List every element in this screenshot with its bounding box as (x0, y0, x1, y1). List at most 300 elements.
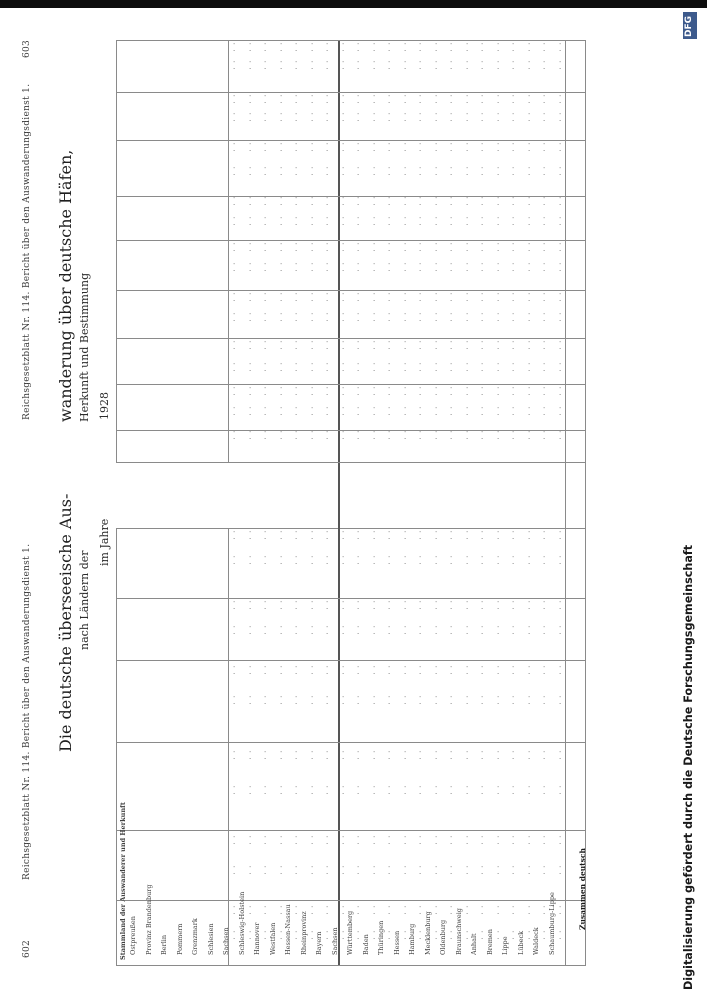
table-cell: · · (356, 216, 362, 226)
table-cell: · · (371, 905, 378, 915)
table-cell: · · (325, 785, 331, 795)
table-cell: · · (325, 94, 331, 104)
table-cell: · · (480, 600, 486, 610)
table-cell: · · (542, 785, 548, 795)
table-cell: · · (294, 312, 300, 322)
table-cell: · · (495, 430, 502, 440)
table-cell: · · (526, 94, 533, 104)
table-cell: · · (480, 930, 486, 940)
table-cell: · · (418, 930, 424, 940)
table-cell: · · (278, 216, 285, 226)
table-cell: · · (387, 406, 393, 416)
table-cell: · · (325, 112, 331, 122)
table-cell: · · (247, 625, 254, 635)
table-cell: · · (263, 555, 269, 565)
table-cell: · · (278, 112, 285, 122)
table-cell: · · (340, 42, 347, 52)
table-cell: · · (387, 142, 393, 152)
table-cell: · · (247, 406, 254, 416)
table-cell: · · (480, 292, 486, 302)
table-cell: · · (232, 930, 238, 940)
table-cell: · · (294, 930, 300, 940)
table-cell: · · (232, 312, 238, 322)
table-cell: · · (526, 312, 533, 322)
table-cell: · · (402, 362, 409, 372)
table-rule (116, 528, 586, 529)
table-rule (116, 742, 586, 743)
table-cell: · · (278, 865, 285, 875)
table-cell: · · (542, 42, 548, 52)
table-cell: · · (495, 292, 502, 302)
table-cell: · · (418, 530, 424, 540)
table-cell: · · (263, 865, 269, 875)
table-cell: · · (402, 166, 409, 176)
table-cell: · · (526, 600, 533, 610)
table-cell: · · (232, 865, 238, 875)
table-cell: · · (402, 785, 409, 795)
table-cell: · · (340, 835, 347, 845)
table-cell: · · (480, 750, 486, 760)
table-cell: · · (433, 555, 440, 565)
table-cell: · · (232, 262, 238, 272)
table-cell: · · (449, 94, 455, 104)
table-cell: · · (402, 905, 409, 915)
table-cell: · · (371, 835, 378, 845)
table-cell: · · (309, 242, 316, 252)
table-cell: · · (433, 865, 440, 875)
table-cell: · · (278, 930, 285, 940)
table-rule (116, 40, 586, 41)
table-cell: · · (495, 60, 502, 70)
table-cell: · · (557, 625, 564, 635)
table-cell: · · (371, 430, 378, 440)
table-cell: · · (232, 340, 238, 350)
table-cell: · · (511, 292, 517, 302)
table-cell: · · (418, 112, 424, 122)
table-cell: · · (464, 600, 471, 610)
table-cell: · · (495, 785, 502, 795)
table-cell: · · (511, 530, 517, 540)
table-cell: · · (526, 386, 533, 396)
table-cell: · · (511, 166, 517, 176)
table-cell: · · (294, 835, 300, 845)
table-cell: · · (464, 42, 471, 52)
table-cell: · · (340, 386, 347, 396)
stub-row: Bremen (485, 929, 494, 955)
table-cell: · · (325, 340, 331, 350)
table-cell: · · (433, 196, 440, 206)
table-rule (116, 598, 586, 599)
table-cell: · · (402, 530, 409, 540)
table-cell: · · (263, 785, 269, 795)
table-cell: · · (263, 112, 269, 122)
table-cell: · · (542, 362, 548, 372)
table-cell: · · (418, 312, 424, 322)
table-cell: · · (356, 406, 362, 416)
table-cell: · · (449, 60, 455, 70)
table-cell: · · (495, 555, 502, 565)
table-cell: · · (371, 530, 378, 540)
table-cell: · · (480, 196, 486, 206)
table-cell: · · (433, 695, 440, 705)
table-cell: · · (433, 625, 440, 635)
table-cell: · · (356, 142, 362, 152)
table-cell: · · (480, 665, 486, 675)
table-cell: · · (325, 625, 331, 635)
table-cell: · · (232, 625, 238, 635)
table-cell: · · (247, 262, 254, 272)
table-cell: · · (340, 112, 347, 122)
table-cell: · · (247, 386, 254, 396)
stub-row: Lippe (501, 936, 509, 955)
table-cell: · · (557, 430, 564, 440)
table-cell: · · (480, 112, 486, 122)
table-cell: · · (464, 695, 471, 705)
table-cell: · · (449, 166, 455, 176)
table-cell: · · (557, 312, 564, 322)
table-cell: · · (387, 216, 393, 226)
table-cell: · · (418, 166, 424, 176)
table-cell: · · (433, 785, 440, 795)
table-cell: · · (325, 242, 331, 252)
table-cell: · · (542, 555, 548, 565)
table-cell: · · (557, 386, 564, 396)
table-cell: · · (340, 262, 347, 272)
table-cell: · · (526, 555, 533, 565)
table-cell: · · (278, 60, 285, 70)
stub-row: Hamburg (408, 923, 416, 955)
table-cell: · · (247, 362, 254, 372)
table-cell: · · (263, 262, 269, 272)
page-number-left: 602 (22, 939, 32, 958)
page-number-right: 603 (22, 39, 32, 58)
table-cell: · · (356, 835, 362, 845)
table-cell: · · (526, 362, 533, 372)
table-cell: · · (371, 555, 378, 565)
table-cell: · · (309, 60, 316, 70)
table-cell: · · (294, 625, 300, 635)
table-cell: · · (247, 785, 254, 795)
table-cell: · · (356, 665, 362, 675)
table-cell: · · (371, 930, 378, 940)
table-cell: · · (387, 865, 393, 875)
table-cell: · · (263, 94, 269, 104)
table-cell: · · (371, 362, 378, 372)
table-cell: · · (247, 166, 254, 176)
table-cell: · · (340, 94, 347, 104)
table-cell: · · (526, 750, 533, 760)
stub-row: Lübeck (516, 930, 525, 955)
table-cell: · · (294, 216, 300, 226)
table-cell: · · (294, 42, 300, 52)
table-cell: · · (309, 362, 316, 372)
table-cell: · · (433, 905, 440, 915)
stub-row: Schlesien (206, 923, 215, 955)
table-cell: · · (309, 530, 316, 540)
table-cell: · · (325, 930, 331, 940)
table-cell: · · (232, 905, 238, 915)
table-cell: · · (232, 750, 238, 760)
table-cell: · · (418, 142, 424, 152)
table-cell: · · (278, 530, 285, 540)
table-cell: · · (449, 930, 455, 940)
table-cell: · · (247, 292, 254, 302)
table-cell: · · (402, 42, 409, 52)
table-cell: · · (247, 835, 254, 845)
table-cell: · · (263, 905, 269, 915)
table-cell: · · (402, 835, 409, 845)
table-cell: · · (325, 865, 331, 875)
table-cell: · · (402, 262, 409, 272)
table-cell: · · (356, 386, 362, 396)
table-cell: · · (325, 60, 331, 70)
table-cell: · · (356, 262, 362, 272)
table-cell: · · (340, 406, 347, 416)
table-cell: · · (247, 312, 254, 322)
table-cell: · · (511, 665, 517, 675)
table-cell: · · (371, 196, 378, 206)
table-cell: · · (294, 142, 300, 152)
table-cell: · · (526, 905, 533, 915)
table-cell: · · (495, 406, 502, 416)
table-cell: · · (418, 750, 424, 760)
table-cell: · · (526, 625, 533, 635)
table-rule (116, 830, 586, 831)
table-cell: · · (294, 406, 300, 416)
table-cell: · · (433, 340, 440, 350)
stub-row: Hessen-Nassau (284, 904, 292, 955)
table-cell: · · (557, 196, 564, 206)
table-cell: · · (449, 292, 455, 302)
table-cell: · · (542, 835, 548, 845)
table-cell: · · (309, 292, 316, 302)
table-cell: · · (418, 665, 424, 675)
table-cell: · · (418, 555, 424, 565)
table-cell: · · (278, 555, 285, 565)
table-cell: · · (480, 835, 486, 845)
table-cell: · · (325, 312, 331, 322)
table-cell: · · (557, 530, 564, 540)
table-cell: · · (263, 406, 269, 416)
table-rule (116, 92, 586, 93)
table-cell: · · (371, 242, 378, 252)
table-cell: · · (418, 430, 424, 440)
table-cell: · · (232, 430, 238, 440)
table-cell: · · (294, 600, 300, 610)
table-cell: · · (371, 166, 378, 176)
table-cell: · · (495, 600, 502, 610)
table-cell: · · (309, 386, 316, 396)
table-cell: · · (433, 362, 440, 372)
table-cell: · · (263, 362, 269, 372)
table-cell: · · (387, 530, 393, 540)
table-cell: · · (495, 166, 502, 176)
table-cell: · · (464, 530, 471, 540)
table-cell: · · (263, 166, 269, 176)
table-cell: · · (356, 94, 362, 104)
table-cell: · · (325, 142, 331, 152)
table-cell: · · (247, 60, 254, 70)
table-cell: · · (387, 665, 393, 675)
table-cell: · · (356, 166, 362, 176)
table-cell: · · (433, 242, 440, 252)
stub-row: Waldeck (532, 927, 540, 955)
table-cell: · · (495, 625, 502, 635)
table-cell: · · (247, 42, 254, 52)
table-cell: · · (402, 665, 409, 675)
table-cell: · · (356, 430, 362, 440)
table-cell: · · (247, 340, 254, 350)
table-cell: · · (449, 695, 455, 705)
table-cell: · · (542, 262, 548, 272)
table-cell: · · (309, 142, 316, 152)
table-cell: · · (371, 865, 378, 875)
table-cell: · · (278, 196, 285, 206)
table-cell: · · (371, 386, 378, 396)
table-cell: · · (511, 865, 517, 875)
table-cell: · · (247, 905, 254, 915)
table-cell: · · (232, 600, 238, 610)
table-cell: · · (402, 750, 409, 760)
table-cell: · · (263, 625, 269, 635)
table-cell: · · (557, 695, 564, 705)
table-cell: · · (294, 430, 300, 440)
table-cell: · · (402, 312, 409, 322)
table-cell: · · (402, 292, 409, 302)
table-cell: · · (542, 430, 548, 440)
table-cell: · · (387, 362, 393, 372)
table-cell: · · (356, 312, 362, 322)
table-cell: · · (511, 362, 517, 372)
table-cell: · · (232, 166, 238, 176)
table-cell: · · (526, 242, 533, 252)
table-cell: · · (278, 905, 285, 915)
table-cell: · · (263, 196, 269, 206)
table-cell: · · (247, 865, 254, 875)
table-cell: · · (542, 166, 548, 176)
table-cell: · · (511, 386, 517, 396)
table-cell: · · (232, 406, 238, 416)
table-cell: · · (511, 406, 517, 416)
table-cell: · · (526, 695, 533, 705)
stub-row: Baden (361, 934, 370, 955)
table-cell: · · (371, 665, 378, 675)
table-rule (338, 40, 340, 965)
total-label: Zusammen deutsch (578, 848, 587, 930)
table-cell: · · (557, 835, 564, 845)
table-cell: · · (325, 166, 331, 176)
table-cell: · · (402, 386, 409, 396)
table-rule (116, 140, 586, 141)
table-cell: · · (371, 112, 378, 122)
table-cell: · · (278, 665, 285, 675)
table-cell: · · (557, 60, 564, 70)
table-cell: · · (387, 695, 393, 705)
table-cell: · · (402, 695, 409, 705)
table-cell: · · (464, 555, 471, 565)
table-cell: · · (433, 216, 440, 226)
table-cell: · · (263, 750, 269, 760)
table-cell: · · (402, 242, 409, 252)
table-cell: · · (232, 785, 238, 795)
stub-row: Grenzmark (191, 918, 199, 955)
table-cell: · · (247, 112, 254, 122)
stub-row: Sachsen (330, 927, 339, 955)
table-cell: · · (526, 216, 533, 226)
table-cell: · · (356, 785, 362, 795)
table-cell: · · (495, 695, 502, 705)
table-cell: · · (557, 292, 564, 302)
table-cell: · · (511, 430, 517, 440)
table-cell: · · (263, 60, 269, 70)
table-cell: · · (387, 196, 393, 206)
table-cell: · · (449, 430, 455, 440)
table-cell: · · (464, 166, 471, 176)
table-cell: · · (495, 142, 502, 152)
table-cell: · · (387, 42, 393, 52)
table-cell: · · (495, 196, 502, 206)
table-cell: · · (480, 216, 486, 226)
table-cell: · · (464, 312, 471, 322)
table-cell: · · (542, 216, 548, 226)
table-cell: · · (371, 262, 378, 272)
stub-row: Hannover (253, 922, 261, 955)
table-cell: · · (526, 292, 533, 302)
table-cell: · · (294, 262, 300, 272)
table-cell: · · (511, 625, 517, 635)
table-cell: · · (232, 835, 238, 845)
table-cell: · · (511, 94, 517, 104)
table-rule (585, 40, 586, 965)
stub-row: Provinz Brandenburg (144, 884, 153, 955)
table-cell: · · (464, 835, 471, 845)
table-cell: · · (309, 555, 316, 565)
table-cell: · · (325, 262, 331, 272)
table-cell: · · (495, 312, 502, 322)
table-cell: · · (495, 262, 502, 272)
table-cell: · · (480, 60, 486, 70)
table-cell: · · (340, 930, 347, 940)
table-cell: · · (387, 905, 393, 915)
table-cell: · · (371, 695, 378, 705)
table-cell: · · (247, 94, 254, 104)
table-cell: · · (294, 196, 300, 206)
table-cell: · · (480, 625, 486, 635)
table-cell: · · (263, 530, 269, 540)
table-cell: · · (309, 665, 316, 675)
table-cell: · · (294, 340, 300, 350)
table-cell: · · (232, 42, 238, 52)
table-cell: · · (278, 292, 285, 302)
table-cell: · · (356, 905, 362, 915)
table-cell: · · (387, 430, 393, 440)
table-cell: · · (449, 340, 455, 350)
table-cell: · · (464, 905, 471, 915)
table-cell: · · (495, 835, 502, 845)
table-cell: · · (495, 94, 502, 104)
table-cell: · · (542, 695, 548, 705)
table-cell: · · (294, 60, 300, 70)
table-cell: · · (232, 530, 238, 540)
table-cell: · · (356, 625, 362, 635)
table-cell: · · (542, 142, 548, 152)
table-cell: · · (433, 530, 440, 540)
table-cell: · · (495, 386, 502, 396)
table-cell: · · (526, 430, 533, 440)
table-cell: · · (387, 112, 393, 122)
table-cell: · · (309, 262, 316, 272)
table-cell: · · (433, 600, 440, 610)
